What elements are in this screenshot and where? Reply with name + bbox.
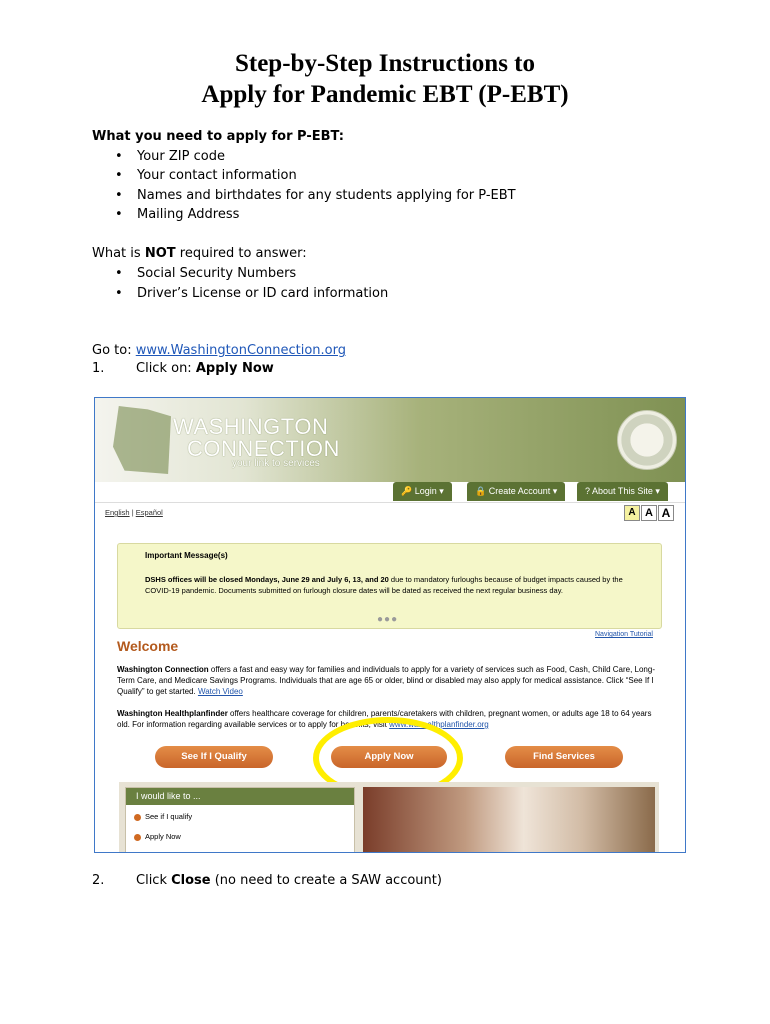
washington-map-icon: [113, 406, 171, 474]
need-heading: What you need to apply for P-EBT:: [92, 129, 344, 144]
step-text-suffix: (no need to create a SAW account): [210, 873, 442, 888]
intro-paragraph: [117, 664, 662, 697]
not-required-section: [92, 244, 388, 304]
step-text-bold: Close: [171, 873, 211, 888]
site-nav: [95, 482, 685, 503]
list-item: • Your ZIP code: [92, 147, 516, 167]
create-account-button[interactable]: 🔒 Create Account ▾: [467, 482, 565, 501]
logo-tagline: your link to services: [232, 458, 320, 469]
login-button[interactable]: 🔑 Login ▾: [393, 482, 452, 501]
welcome-heading: Welcome: [117, 638, 179, 654]
site-banner: [95, 398, 685, 482]
not-required-heading: [92, 244, 388, 264]
title-line-2: Apply for Pandemic EBT (P-EBT): [201, 81, 569, 108]
font-size-small-button[interactable]: A: [624, 505, 640, 521]
logo-line-1: WASHINGTON: [173, 414, 329, 439]
washington-connection-link[interactable]: www.WashingtonConnection.org: [135, 343, 346, 358]
see-if-i-qualify-button[interactable]: See If I Qualify: [155, 746, 273, 768]
about-site-button[interactable]: ? About This Site ▾: [577, 482, 668, 501]
language-links: [105, 508, 163, 517]
message-bold: DSHS offices will be closed Mondays, June 29 and July 6, 13, and 20: [145, 575, 389, 584]
washington-connection-screenshot: [94, 397, 686, 853]
list-item: • Names and birthdates for any students applying for P-EBT: [92, 186, 516, 206]
step-text: [136, 361, 274, 376]
step-number: 1.: [92, 361, 105, 376]
message-text: [145, 574, 645, 596]
find-services-button[interactable]: Find Services: [505, 746, 623, 768]
document-title: [0, 48, 770, 110]
message-body: due to mandatory furloughs because of budget impacts caused by the COVID-19 pandemic. Documents submitted on furlough closure dates will be dated as received the next regular business day.: [145, 575, 623, 595]
lang-separator: |: [129, 508, 136, 517]
step-number: 2.: [92, 873, 105, 888]
heading-prefix: What is: [92, 246, 145, 261]
heading-suffix: required to answer:: [175, 246, 307, 261]
would-like-heading: I would like to ...: [126, 788, 354, 805]
family-photo: [363, 787, 655, 852]
not-required-list: [92, 264, 388, 304]
para1-bold: Washington Connection: [117, 665, 209, 674]
list-item: • Driver’s License or ID card information: [92, 284, 388, 304]
list-item: • Mailing Address: [92, 205, 516, 225]
step-text: [136, 873, 442, 888]
logo-line-2: CONNECTION: [187, 436, 340, 461]
watch-video-link[interactable]: Watch Video: [197, 687, 243, 696]
font-size-medium-button[interactable]: A: [641, 505, 657, 521]
login-label: Login: [414, 486, 437, 496]
create-account-label: Create Account: [488, 486, 551, 496]
apply-now-button[interactable]: Apply Now: [331, 746, 447, 768]
message-heading: Important Message(s): [145, 551, 228, 560]
para2-bold: Washington Healthplanfinder: [117, 709, 228, 718]
navigation-tutorial-link[interactable]: Navigation Tutorial: [595, 631, 653, 638]
would-like-item[interactable]: Apply Now: [134, 832, 181, 841]
need-list: [92, 147, 516, 225]
english-link[interactable]: English: [105, 508, 130, 517]
goto-label: Go to:: [92, 343, 136, 358]
state-seal-icon: [617, 410, 677, 470]
step-text-bold: Apply Now: [195, 361, 274, 376]
carousel-dots[interactable]: ●●●: [377, 614, 399, 625]
title-line-1: Step-by-Step Instructions to: [234, 50, 536, 77]
about-site-label: About This Site: [592, 486, 653, 496]
list-item: • Your contact information: [92, 166, 516, 186]
step-text-plain: Click on:: [136, 361, 196, 376]
espanol-link[interactable]: Español: [135, 508, 163, 517]
para1-text: offers a fast and easy way for families and individuals to apply for a variety of services such as Food, Cash, Child Care, Long-Term Care, and Medicare Savings Programs. Individuals that are age 65 or older, blind or disabled may also apply for medical assistance. Click “See If I Qualify” to get started.: [117, 665, 655, 696]
step-text-plain: Click: [136, 873, 172, 888]
goto-line: [92, 341, 346, 361]
list-item: • Social Security Numbers: [92, 264, 388, 284]
healthplanfinder-link[interactable]: www.wahealthplanfinder.org: [389, 720, 489, 729]
font-size-large-button[interactable]: A: [658, 505, 674, 521]
would-like-item[interactable]: See if I qualify: [134, 812, 192, 821]
requirements-section: [92, 127, 516, 225]
para2-text: offers healthcare coverage for children, parents/caretakers with children, pregnant women, or adults age 18 to 64 years old. For information regarding available services or to apply for benefits, visit: [117, 709, 652, 729]
would-like-box: [125, 787, 355, 853]
heading-not: NOT: [144, 246, 176, 261]
